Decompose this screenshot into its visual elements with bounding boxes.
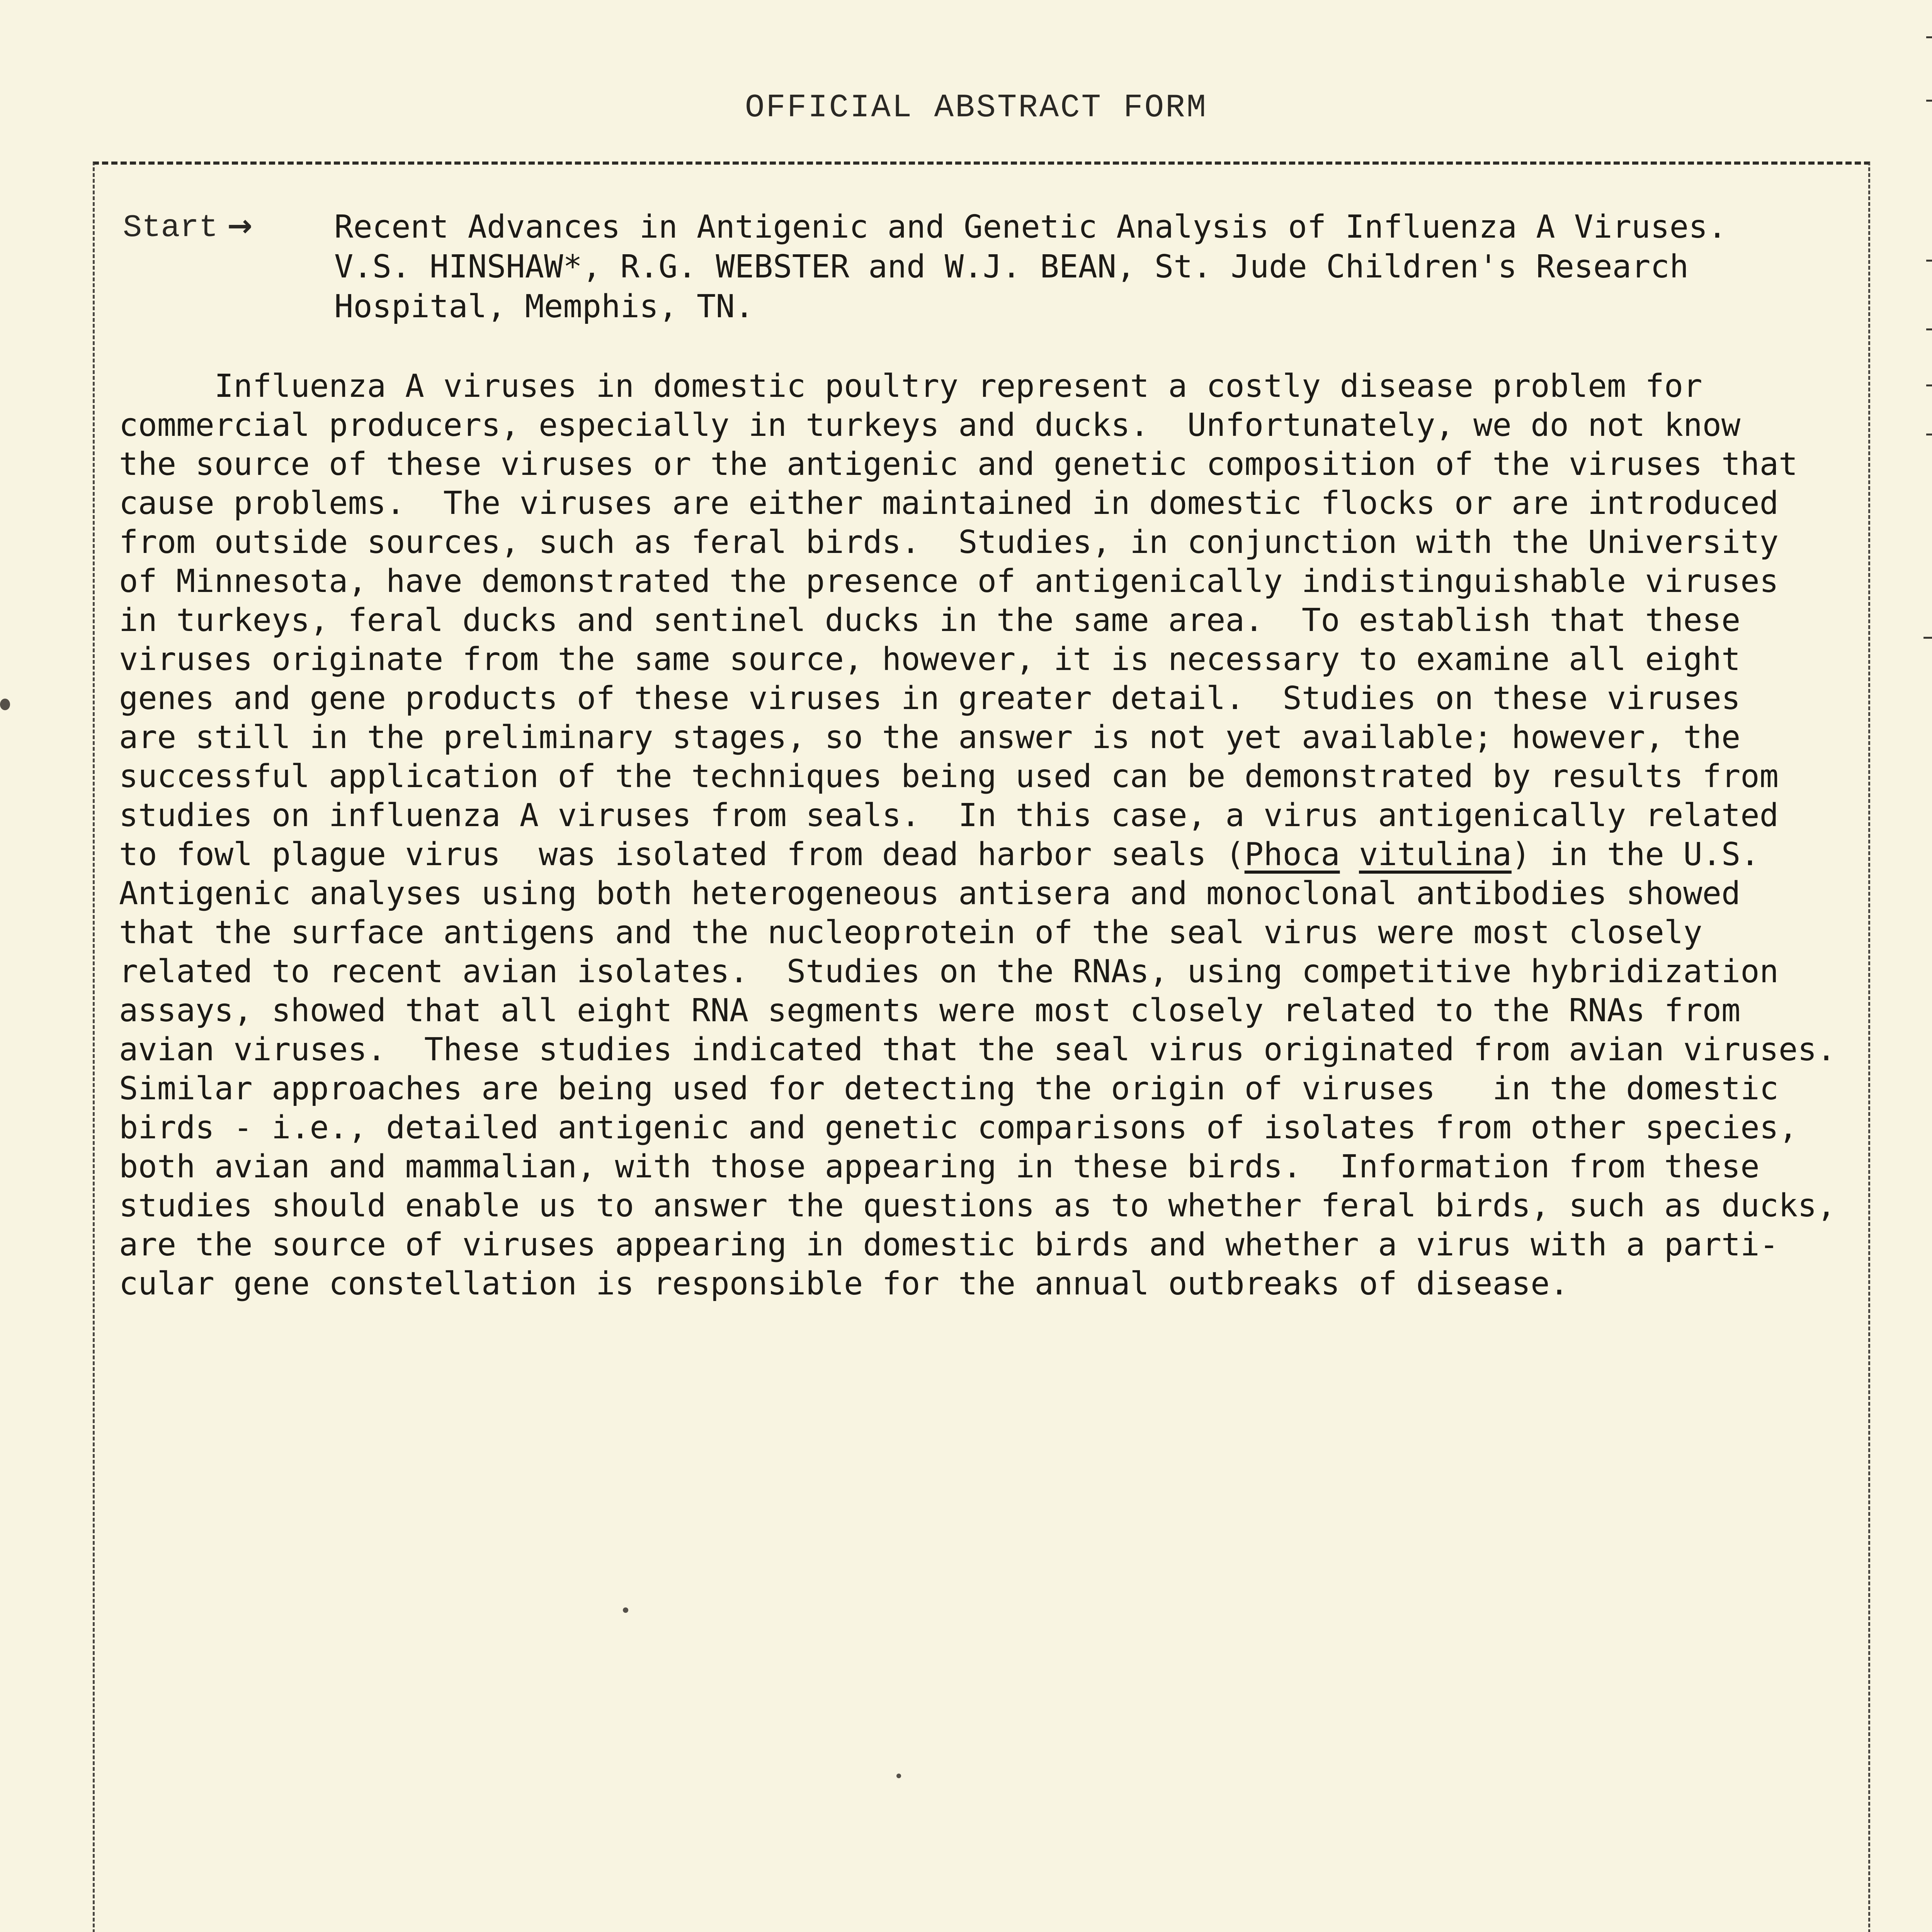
start-label-text: Start <box>123 210 218 246</box>
species-genus: Phoca <box>1244 836 1340 873</box>
abstract-line: studies should enable us to answer the questions as to whether feral birds, such as ducks, <box>119 1187 1836 1224</box>
abstract-line: are the source of viruses appearing in domestic birds and whether a virus with a parti- <box>119 1226 1779 1263</box>
margin-tick <box>1926 384 1932 386</box>
abstract-line: successful application of the techniques being used can be demonstrated by results from <box>119 758 1779 795</box>
affiliation-line: Hospital, Memphis, TN. <box>334 288 754 325</box>
abstract-line: the source of these viruses or the antigenic and genetic composition of the viruses that <box>119 446 1798 483</box>
abstract-line: both avian and mammalian, with those appearing in these birds. Information from these <box>119 1148 1760 1185</box>
form-title: OFFICIAL ABSTRACT FORM <box>745 90 1208 126</box>
abstract-line: that the surface antigens and the nucleoprotein of the seal virus were most closely <box>119 914 1702 951</box>
abstract-title: Recent Advances in Antigenic and Genetic Analysis of Influenza A Viruses. <box>334 209 1727 245</box>
margin-tick <box>1926 434 1932 435</box>
scan-speck <box>623 1607 628 1613</box>
margin-tick <box>1923 637 1932 639</box>
scan-speck <box>896 1774 901 1778</box>
right-arrow-icon: → <box>227 209 253 243</box>
line-text: ) in the U.S. <box>1511 836 1760 873</box>
abstract-line: viruses originate from the same source, however, it is necessary to examine all eight <box>119 641 1741 678</box>
abstract-line: in turkeys, feral ducks and sentinel ducks in the same area. To establish that these <box>119 602 1741 639</box>
line-text: to fowl plague virus was isolated from dead harbor seals ( <box>119 836 1245 873</box>
line-text <box>1340 836 1359 873</box>
abstract-line: cause problems. The viruses are either maintained in domestic flocks or are introduced <box>119 485 1779 522</box>
abstract-line: from outside sources, such as feral birds. Studies, in conjunction with the University <box>119 524 1779 561</box>
abstract-line: cular gene constellation is responsible for the annual outbreaks of disease. <box>119 1265 1569 1302</box>
abstract-line: Antigenic analyses using both heterogeneous antisera and monoclonal antibodies showed <box>119 875 1741 912</box>
margin-tick <box>1926 100 1932 102</box>
abstract-line: related to recent avian isolates. Studies on the RNAs, using competitive hybridization <box>119 953 1779 990</box>
abstract-line: studies on influenza A viruses from seals. In this case, a virus antigenically related <box>119 797 1779 834</box>
abstract-line: assays, showed that all eight RNA segments were most closely related to the RNAs from <box>119 992 1741 1029</box>
abstract-line: Influenza A viruses in domestic poultry represent a costly disease problem for <box>119 368 1702 405</box>
species-epithet: vitulina <box>1359 836 1512 873</box>
abstract-line: Similar approaches are being used for detecting the origin of viruses in the domestic <box>119 1070 1779 1107</box>
start-marker <box>123 209 252 246</box>
margin-tick <box>1926 36 1932 38</box>
author-line: V.S. HINSHAW*, R.G. WEBSTER and W.J. BEAN, St. Jude Children's Research <box>334 248 1689 285</box>
abstract-line: birds - i.e., detailed antigenic and genetic comparisons of isolates from other species, <box>119 1109 1798 1146</box>
abstract-line: of Minnesota, have demonstrated the presence of antigenically indistinguishable viruses <box>119 563 1779 600</box>
scan-speck <box>0 699 10 710</box>
abstract-line: commercial producers, especially in turkeys and ducks. Unfortunately, we do not know <box>119 407 1741 444</box>
margin-tick <box>1926 260 1932 262</box>
margin-tick <box>1926 328 1932 330</box>
abstract-line: are still in the preliminary stages, so the answer is not yet available; however, the <box>119 719 1741 756</box>
abstract-line: avian viruses. These studies indicated that the seal virus originated from avian viruses. <box>119 1031 1836 1068</box>
abstract-line <box>119 836 1760 873</box>
abstract-line: genes and gene products of these viruses in greater detail. Studies on these viruses <box>119 680 1741 717</box>
